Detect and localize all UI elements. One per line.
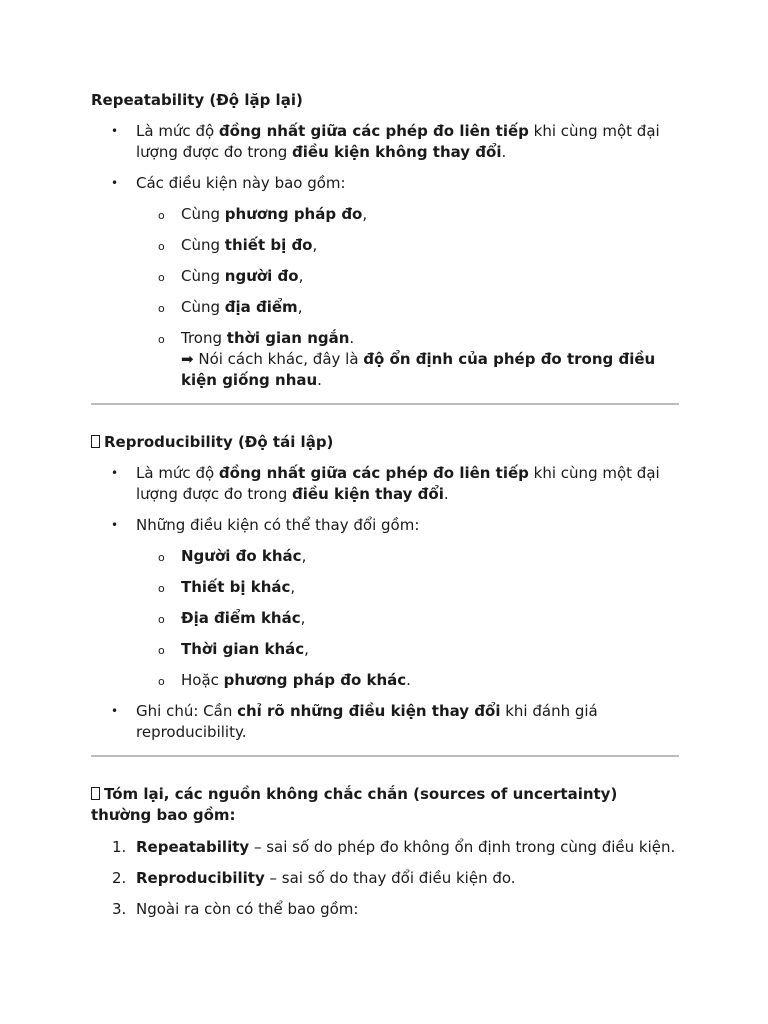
missing-glyph-icon [91, 435, 100, 448]
bold-run: Người đo khác [181, 547, 302, 565]
list-item [91, 701, 679, 743]
sub-list-item [91, 608, 679, 629]
text-run: , [301, 547, 307, 565]
reproducibility-conditions-list [91, 546, 679, 691]
text-run: khi cùng một đại lượng được đo trong [136, 464, 660, 503]
section-heading-reproducibility [91, 432, 679, 453]
text-run: Cùng [181, 267, 225, 285]
text-run: , [298, 267, 304, 285]
bold-run: người đo [224, 267, 299, 285]
sub-list-item [91, 204, 679, 225]
text-run: Các điều kiện này bao gồm: [136, 174, 346, 192]
circle-marker: o [158, 302, 165, 315]
horizontal-divider [91, 755, 679, 757]
numbered-item [91, 899, 679, 920]
text-run: Cùng [181, 298, 225, 316]
bold-run: Reproducibility [136, 869, 265, 887]
list-item [91, 515, 679, 536]
reproducibility-list [91, 463, 679, 536]
circle-marker: o [158, 644, 165, 657]
text-run: , [290, 578, 296, 596]
text-run: , [304, 640, 309, 658]
list-item [91, 173, 679, 194]
bullet-marker: • [111, 704, 119, 718]
bold-run: Thiết bị khác [181, 578, 291, 596]
text-run: – sai số do phép đo không ổn định trong cùng điều kiện. [249, 838, 676, 856]
text-run: Ngoài ra còn có thể bao gồm: [136, 900, 359, 918]
text-run: Trong [181, 329, 227, 347]
text-run: , [300, 609, 306, 627]
number-marker: 2. [112, 869, 127, 887]
heading-text: Tóm lại, các nguồn không chắc chắn (sources of uncertainty) thường bao gồm: [91, 785, 618, 824]
text-run: , [297, 298, 303, 316]
text-run: Là mức độ [136, 122, 219, 140]
section-heading-summary [91, 784, 679, 826]
uncertainty-sources-list [91, 837, 679, 920]
text-run: Hoặc [181, 671, 224, 689]
sub-list-item [91, 577, 679, 598]
text-run: . [406, 671, 411, 689]
bold-run: chỉ rõ những điều kiện thay đổi [237, 702, 501, 720]
sub-list-item [91, 328, 679, 391]
number-marker: 3. [112, 900, 127, 918]
text-run: Nói cách khác, đây là [193, 350, 364, 368]
text-run: – sai số do thay đổi điều kiện đo. [264, 869, 516, 887]
circle-marker: o [158, 613, 165, 626]
text-run: Là mức độ [136, 464, 219, 482]
sub-list-item [91, 297, 679, 318]
list-item [91, 463, 679, 505]
text-run: Ghi chú: Cần [136, 702, 238, 720]
bold-run: độ ổn định của phép đo trong điều kiện giống nhau [181, 350, 656, 389]
text-run: . [317, 371, 322, 389]
numbered-item [91, 868, 679, 889]
list-item [91, 121, 679, 163]
numbered-item [91, 837, 679, 858]
bold-run: Repeatability [136, 838, 250, 856]
text-run: Cùng [181, 205, 225, 223]
sub-list-item [91, 235, 679, 256]
text-run: , [362, 205, 368, 223]
arrow-icon: ➡ [181, 350, 194, 368]
sub-list-item [91, 546, 679, 567]
bullet-marker: • [111, 466, 119, 480]
sub-list-item [91, 670, 679, 691]
text-run: Cùng [181, 236, 225, 254]
text-run: . [501, 143, 507, 161]
bold-run: Địa điểm khác [181, 609, 301, 627]
bold-run: điều kiện không thay đổi [292, 143, 502, 161]
bold-run: đồng nhất giữa các phép đo liên tiếp [218, 464, 529, 482]
bold-run: phương pháp đo [224, 205, 363, 223]
bullet-marker: • [111, 124, 119, 138]
circle-marker: o [158, 271, 165, 284]
bold-run: thời gian ngắn [226, 329, 350, 347]
repeatability-list [91, 121, 679, 194]
text-run: khi cùng một đại lượng được đo trong [136, 122, 660, 161]
text-run: Những điều kiện có thể thay đổi gồm: [136, 516, 420, 534]
repeatability-conditions-list [91, 204, 679, 391]
bold-run: Thời gian khác [181, 640, 305, 658]
reproducibility-note-list [91, 701, 679, 743]
number-marker: 1. [112, 838, 127, 856]
section-heading-repeatability: Repeatability (Độ lặp lại) [91, 91, 303, 109]
circle-marker: o [158, 675, 165, 688]
text-run: , [312, 236, 318, 254]
text-run: . [443, 485, 449, 503]
circle-marker: o [158, 551, 165, 564]
circle-marker: o [158, 582, 165, 595]
bullet-marker: • [111, 518, 119, 532]
bold-run: đồng nhất giữa các phép đo liên tiếp [218, 122, 529, 140]
bold-run: điều kiện thay đổi [292, 485, 444, 503]
bold-run: phương pháp đo khác [223, 671, 407, 689]
circle-marker: o [158, 209, 165, 222]
horizontal-divider [91, 403, 679, 405]
bold-run: địa điểm [224, 298, 298, 316]
sub-list-item [91, 639, 679, 660]
document-page [91, 90, 679, 920]
circle-marker: o [158, 333, 165, 346]
missing-glyph-icon [91, 787, 100, 800]
heading-text: Reproducibility (Độ tái lập) [104, 433, 334, 451]
bold-run: thiết bị đo [224, 236, 313, 254]
bullet-marker: • [111, 176, 119, 190]
text-run: . [349, 329, 355, 347]
text-run: khi đánh giá reproducibility. [136, 702, 598, 741]
sub-list-item [91, 266, 679, 287]
circle-marker: o [158, 240, 165, 253]
